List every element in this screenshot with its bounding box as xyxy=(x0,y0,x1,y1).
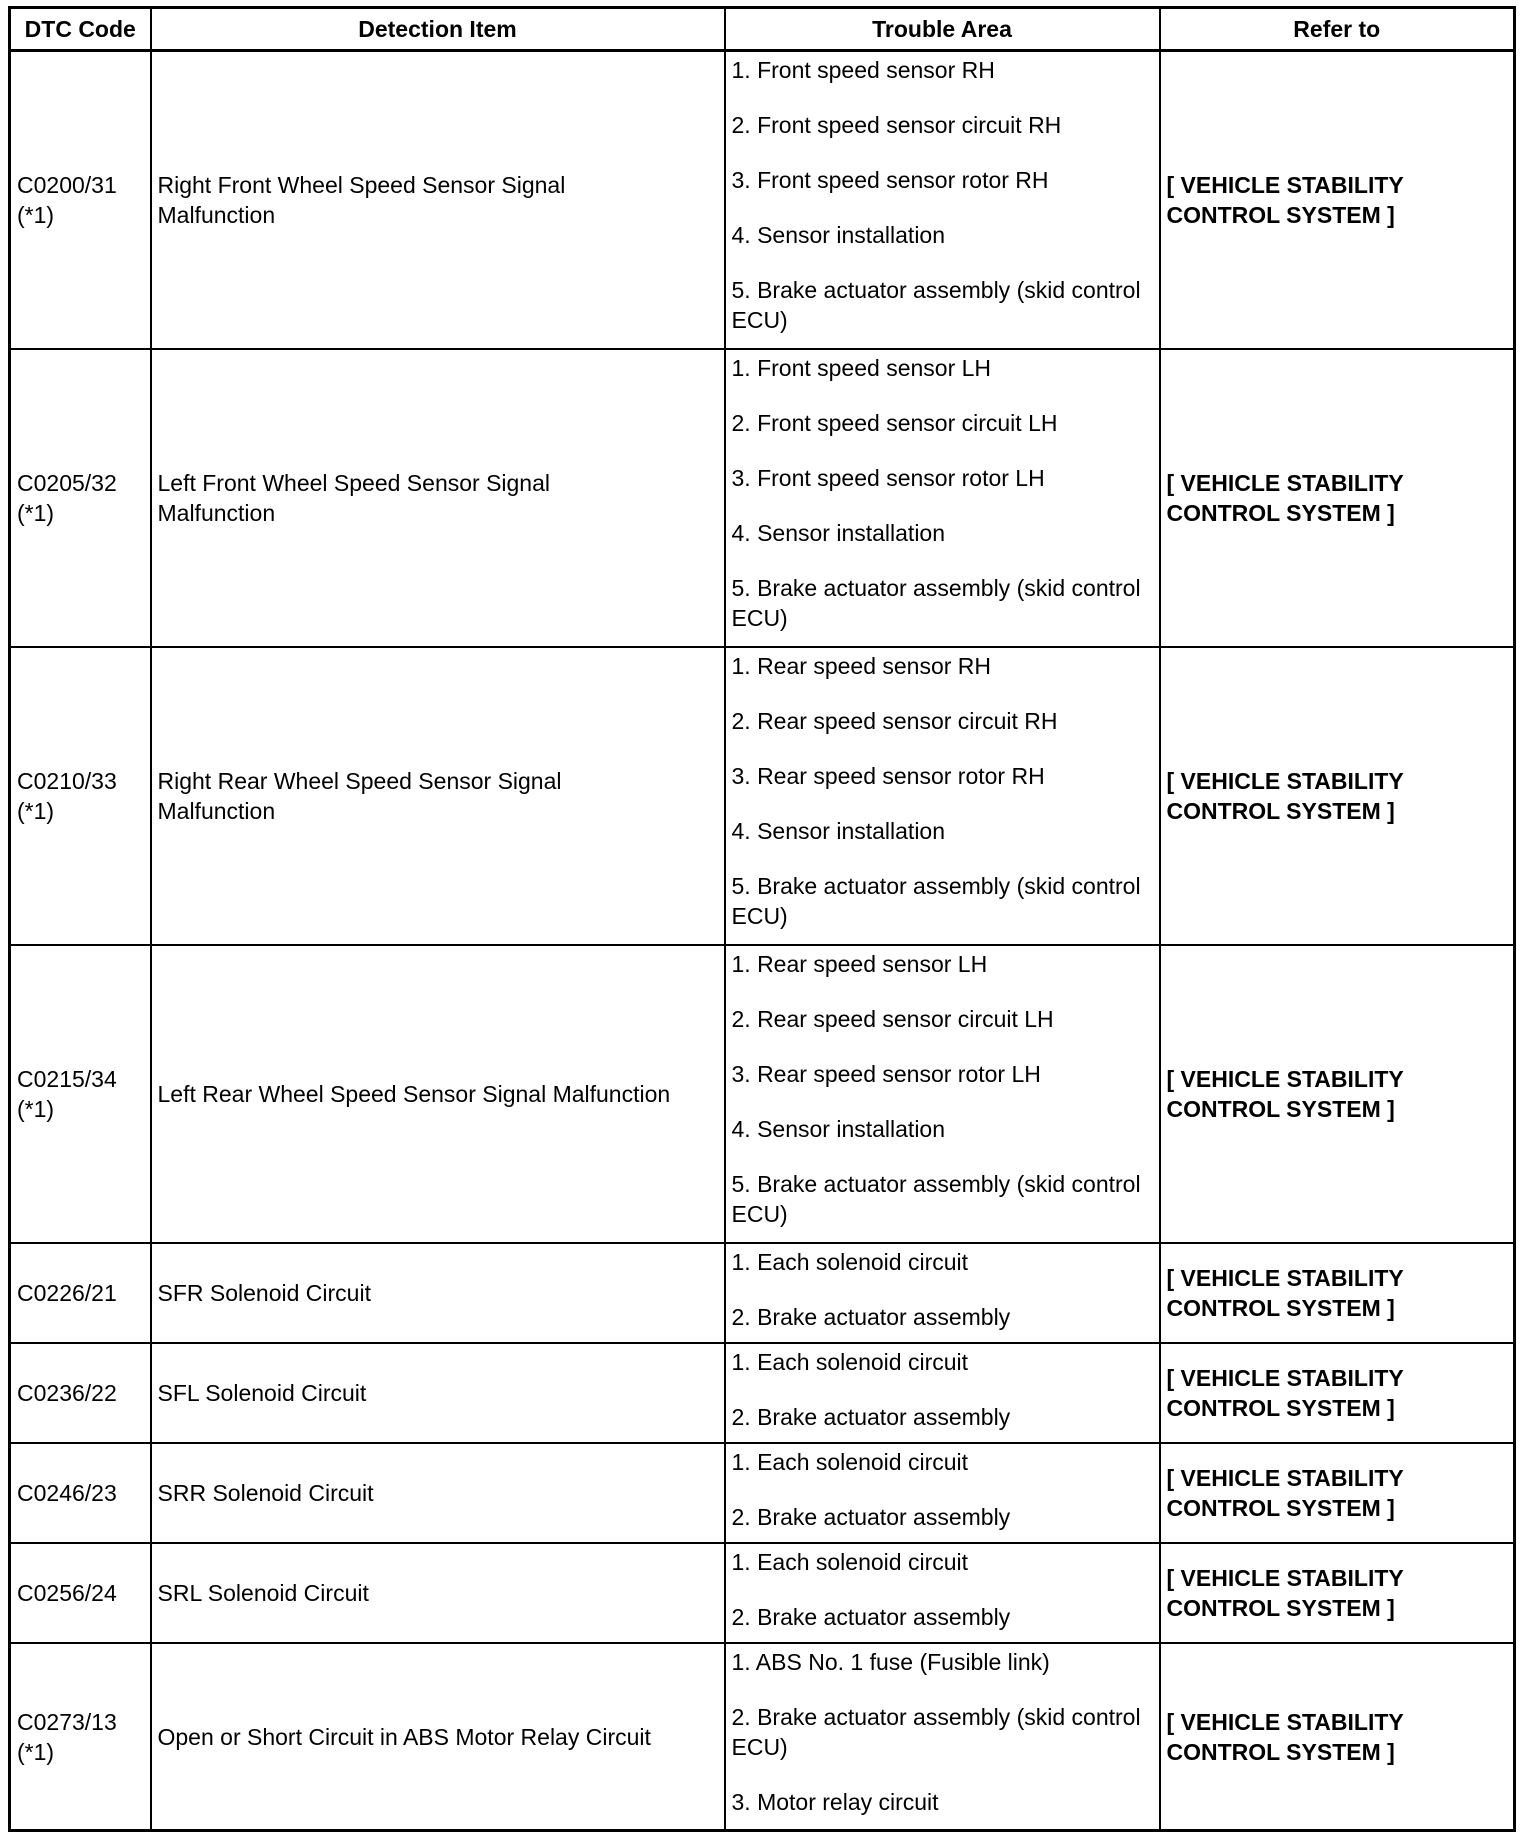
detection-item-line: Malfunction xyxy=(157,798,276,824)
trouble-area-cell xyxy=(725,51,1160,350)
trouble-area-item: 4. Sensor installation xyxy=(731,818,946,844)
header-trouble-area: Trouble Area xyxy=(725,8,1160,51)
dtc-code: C0236/22 xyxy=(17,1380,117,1406)
trouble-area-item: 1. ABS No. 1 fuse (Fusible link) xyxy=(731,1649,1050,1675)
table-row xyxy=(10,1443,1515,1543)
trouble-area-item: 4. Sensor installation xyxy=(731,1116,946,1142)
trouble-area-item: 2. Rear speed sensor circuit LH xyxy=(731,1006,1054,1032)
refer-to-line: CONTROL SYSTEM ] xyxy=(1166,1096,1395,1122)
detection-item-line: Malfunction xyxy=(157,202,276,228)
dtc-note: (*1) xyxy=(17,202,55,228)
detection-item-line: Malfunction xyxy=(157,500,276,526)
detection-item-cell xyxy=(151,349,725,647)
refer-to-line: CONTROL SYSTEM ] xyxy=(1166,1495,1395,1521)
table-row xyxy=(10,1643,1515,1831)
refer-to-line: [ VEHICLE STABILITY xyxy=(1166,1565,1404,1591)
table-row xyxy=(10,349,1515,647)
trouble-area-item: 5. Brake actuator assembly (skid control ECU) xyxy=(731,575,1141,631)
trouble-area-item: 3. Motor relay circuit xyxy=(731,1789,939,1815)
detection-item-cell xyxy=(151,945,725,1243)
table-row xyxy=(10,51,1515,350)
trouble-area-item: 2. Brake actuator assembly xyxy=(731,1604,1011,1630)
refer-to-cell xyxy=(1160,1243,1515,1343)
refer-to-cell xyxy=(1160,51,1515,350)
dtc-code: C0246/23 xyxy=(17,1480,117,1506)
trouble-area-item: 3. Rear speed sensor rotor RH xyxy=(731,763,1045,789)
refer-to-cell xyxy=(1160,349,1515,647)
detection-item-line: Right Front Wheel Speed Sensor Signal xyxy=(157,172,566,198)
trouble-area-item: 1. Front speed sensor RH xyxy=(731,57,995,83)
dtc-code: C0226/21 xyxy=(17,1280,117,1306)
trouble-area-item: 1. Each solenoid circuit xyxy=(731,1349,969,1375)
detection-item-line: Right Rear Wheel Speed Sensor Signal xyxy=(157,768,562,794)
refer-to-line: CONTROL SYSTEM ] xyxy=(1166,202,1395,228)
trouble-area-cell xyxy=(725,1543,1160,1643)
trouble-area-item: 2. Brake actuator assembly xyxy=(731,1304,1011,1330)
refer-to-cell xyxy=(1160,1543,1515,1643)
trouble-area-item: 1. Rear speed sensor RH xyxy=(731,653,992,679)
refer-to-cell xyxy=(1160,1643,1515,1831)
refer-to-line: [ VEHICLE STABILITY xyxy=(1166,1708,1404,1735)
refer-to-line: CONTROL SYSTEM ] xyxy=(1166,1395,1395,1421)
trouble-area-cell xyxy=(725,349,1160,647)
table-row xyxy=(10,647,1515,945)
refer-to-line: [ VEHICLE STABILITY xyxy=(1166,1265,1404,1291)
refer-to-line: CONTROL SYSTEM ] xyxy=(1166,1595,1395,1621)
refer-to-line: [ VEHICLE STABILITY xyxy=(1166,1465,1404,1491)
refer-to-cell xyxy=(1160,1443,1515,1543)
dtc-note: (*1) xyxy=(17,500,55,526)
trouble-area-cell xyxy=(725,1343,1160,1443)
trouble-area-cell xyxy=(725,1243,1160,1343)
trouble-area-item: 1. Rear speed sensor LH xyxy=(731,951,988,977)
dtc-code-cell xyxy=(10,1443,151,1543)
dtc-code: C0200/31 xyxy=(17,172,117,198)
trouble-area-item: 1. Each solenoid circuit xyxy=(731,1449,969,1475)
detection-item-line: Left Front Wheel Speed Sensor Signal xyxy=(157,470,551,496)
trouble-area-item: 2. Brake actuator assembly xyxy=(731,1504,1011,1530)
detection-item-cell xyxy=(151,1643,725,1831)
refer-to-line: CONTROL SYSTEM ] xyxy=(1166,500,1395,526)
refer-to-line: CONTROL SYSTEM ] xyxy=(1166,1738,1395,1765)
detection-item-cell xyxy=(151,1443,725,1543)
trouble-area-cell xyxy=(725,647,1160,945)
dtc-code-cell xyxy=(10,349,151,647)
trouble-area-item: 3. Rear speed sensor rotor LH xyxy=(731,1061,1041,1087)
table-row xyxy=(10,945,1515,1243)
table-row xyxy=(10,1243,1515,1343)
table-row xyxy=(10,1543,1515,1643)
table-row xyxy=(10,1343,1515,1443)
dtc-code-cell xyxy=(10,1543,151,1643)
dtc-code-cell xyxy=(10,51,151,350)
dtc-note: (*1) xyxy=(17,1096,55,1122)
trouble-area-item: 1. Each solenoid circuit xyxy=(731,1549,969,1575)
trouble-area-item: 2. Rear speed sensor circuit RH xyxy=(731,708,1058,734)
trouble-area-item: 2. Front speed sensor circuit RH xyxy=(731,112,1062,138)
detection-item-line: SRR Solenoid Circuit xyxy=(157,1480,374,1506)
refer-to-line: [ VEHICLE STABILITY xyxy=(1166,768,1404,794)
detection-item-line: Left Rear Wheel Speed Sensor Signal Malfunction xyxy=(157,1081,671,1107)
dtc-code-cell xyxy=(10,945,151,1243)
detection-item-cell xyxy=(151,1543,725,1643)
dtc-note: (*1) xyxy=(17,1738,55,1765)
dtc-code-cell xyxy=(10,647,151,945)
trouble-area-item: 2. Front speed sensor circuit LH xyxy=(731,410,1058,436)
trouble-area-item: 1. Front speed sensor LH xyxy=(731,355,992,381)
header-refer-to: Refer to xyxy=(1160,8,1515,51)
header-detection-item: Detection Item xyxy=(151,8,725,51)
detection-item-cell xyxy=(151,647,725,945)
refer-to-line: [ VEHICLE STABILITY xyxy=(1166,172,1404,198)
refer-to-cell xyxy=(1160,1343,1515,1443)
detection-item-line: SRL Solenoid Circuit xyxy=(157,1580,369,1606)
detection-item-line: Open or Short Circuit in ABS Motor Relay Circuit xyxy=(157,1723,651,1750)
trouble-area-item: 2. Brake actuator assembly (skid control ECU) xyxy=(731,1704,1141,1760)
detection-item-cell xyxy=(151,51,725,350)
dtc-code: C0256/24 xyxy=(17,1580,117,1606)
refer-to-line: [ VEHICLE STABILITY xyxy=(1166,470,1404,496)
trouble-area-item: 4. Sensor installation xyxy=(731,222,946,248)
dtc-note: (*1) xyxy=(17,798,55,824)
trouble-area-item: 3. Front speed sensor rotor RH xyxy=(731,167,1049,193)
dtc-code: C0273/13 xyxy=(17,1708,117,1735)
dtc-table xyxy=(8,6,1516,1832)
dtc-code-cell xyxy=(10,1343,151,1443)
detection-item-line: SFR Solenoid Circuit xyxy=(157,1280,371,1306)
trouble-area-item: 1. Each solenoid circuit xyxy=(731,1249,969,1275)
dtc-code: C0210/33 xyxy=(17,768,117,794)
trouble-area-item: 5. Brake actuator assembly (skid control ECU) xyxy=(731,1171,1141,1227)
refer-to-line: [ VEHICLE STABILITY xyxy=(1166,1365,1404,1391)
trouble-area-cell xyxy=(725,1443,1160,1543)
refer-to-line: CONTROL SYSTEM ] xyxy=(1166,1295,1395,1321)
dtc-code-cell xyxy=(10,1643,151,1831)
dtc-code: C0205/32 xyxy=(17,470,117,496)
trouble-area-item: 5. Brake actuator assembly (skid control ECU) xyxy=(731,873,1141,929)
header-row xyxy=(10,8,1515,51)
trouble-area-item: 4. Sensor installation xyxy=(731,520,946,546)
refer-to-cell xyxy=(1160,945,1515,1243)
detection-item-line: SFL Solenoid Circuit xyxy=(157,1380,367,1406)
trouble-area-item: 2. Brake actuator assembly xyxy=(731,1404,1011,1430)
trouble-area-item: 5. Brake actuator assembly (skid control ECU) xyxy=(731,277,1141,333)
dtc-code-cell xyxy=(10,1243,151,1343)
refer-to-line: CONTROL SYSTEM ] xyxy=(1166,798,1395,824)
refer-to-cell xyxy=(1160,647,1515,945)
trouble-area-cell xyxy=(725,1643,1160,1831)
detection-item-cell xyxy=(151,1343,725,1443)
refer-to-line: [ VEHICLE STABILITY xyxy=(1166,1066,1404,1092)
trouble-area-item: 3. Front speed sensor rotor LH xyxy=(731,465,1045,491)
trouble-area-cell xyxy=(725,945,1160,1243)
detection-item-cell xyxy=(151,1243,725,1343)
dtc-code: C0215/34 xyxy=(17,1066,117,1092)
header-dtc-code: DTC Code xyxy=(10,8,151,51)
